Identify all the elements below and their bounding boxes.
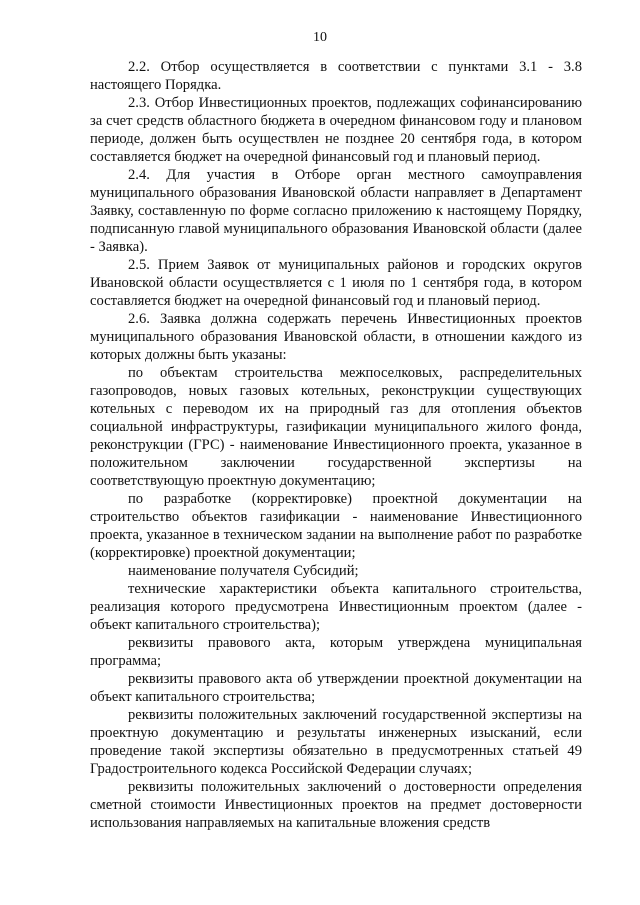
paragraph-2-5: 2.5. Прием Заявок от муниципальных районов и городских округов Ивановской области осуществляется с 1 июля по 1 сентября года, в котором составляется бюджет на очередной финансовый год и плановый период. bbox=[90, 257, 582, 309]
list-item-cost-reliability: реквизиты положительных заключений о достоверности определения сметной стоимости Инвестиционных проектов на предмет достоверности использования направляемых на капитальные вложения средств bbox=[90, 779, 582, 831]
document-body bbox=[90, 58, 582, 832]
list-item-state-expertise: реквизиты положительных заключений государственной экспертизы на проектную документацию и результаты инженерных изысканий, если проведение такой экспертизы обязательно в предусмотренных статьей 49 Градостроительного кодекса Российской Федерации случаях; bbox=[90, 707, 582, 777]
paragraph-2-3: 2.3. Отбор Инвестиционных проектов, подлежащих софинансированию за счет средств областного бюджета в очередном финансовом году и плановом периоде, должен быть осуществлен не позднее 20 сентября года, в котором составляется бюджет на очередной финансовый год и плановый период. bbox=[90, 95, 582, 165]
list-item-construction-objects: по объектам строительства межпоселковых, распределительных газопроводов, новых газовых котельных, реконструкции существующих котельных с переводом их на природный газ для отопления объектов социальной инфраструктуры, газификации муниципального жилого фонда, реконструкции (ГРС) - наименование Инвестиционного проекта, указанное в положительном заключении государственной экспертизы на соответствующую проектную документацию; bbox=[90, 365, 582, 489]
paragraph-2-6: 2.6. Заявка должна содержать перечень Инвестиционных проектов муниципального образования Ивановской области, в отношении каждого из которых должны быть указаны: bbox=[90, 311, 582, 363]
list-item-recipient-name: наименование получателя Субсидий; bbox=[128, 563, 359, 579]
page-number: 10 bbox=[313, 30, 327, 45]
paragraph-2-4: 2.4. Для участия в Отборе орган местного самоуправления муниципального образования Ивановской области направляет в Департамент Заявку, составленную по форме согласно приложению к настоящему Порядку, подписанную главой муниципального образования Ивановской области (далее - Заявка). bbox=[90, 167, 582, 255]
list-item-documentation-approval-act: реквизиты правового акта об утверждении проектной документации на объект капитального строительства; bbox=[90, 671, 582, 705]
paragraph-2-2: 2.2. Отбор осуществляется в соответствии с пунктами 3.1 - 3.8 настоящего Порядка. bbox=[90, 59, 582, 93]
list-item-design-documentation: по разработке (корректировке) проектной документации на строительство объектов газификации - наименование Инвестиционного проекта, указанное в техническом задании на выполнение работ по разработке (корректировке) проектной документации; bbox=[90, 491, 582, 561]
list-item-program-act: реквизиты правового акта, которым утверждена муниципальная программа; bbox=[90, 635, 582, 669]
list-item-technical-characteristics: технические характеристики объекта капитального строительства, реализация которого предусмотрена Инвестиционным проектом (далее - объект капитального строительства); bbox=[90, 581, 582, 633]
